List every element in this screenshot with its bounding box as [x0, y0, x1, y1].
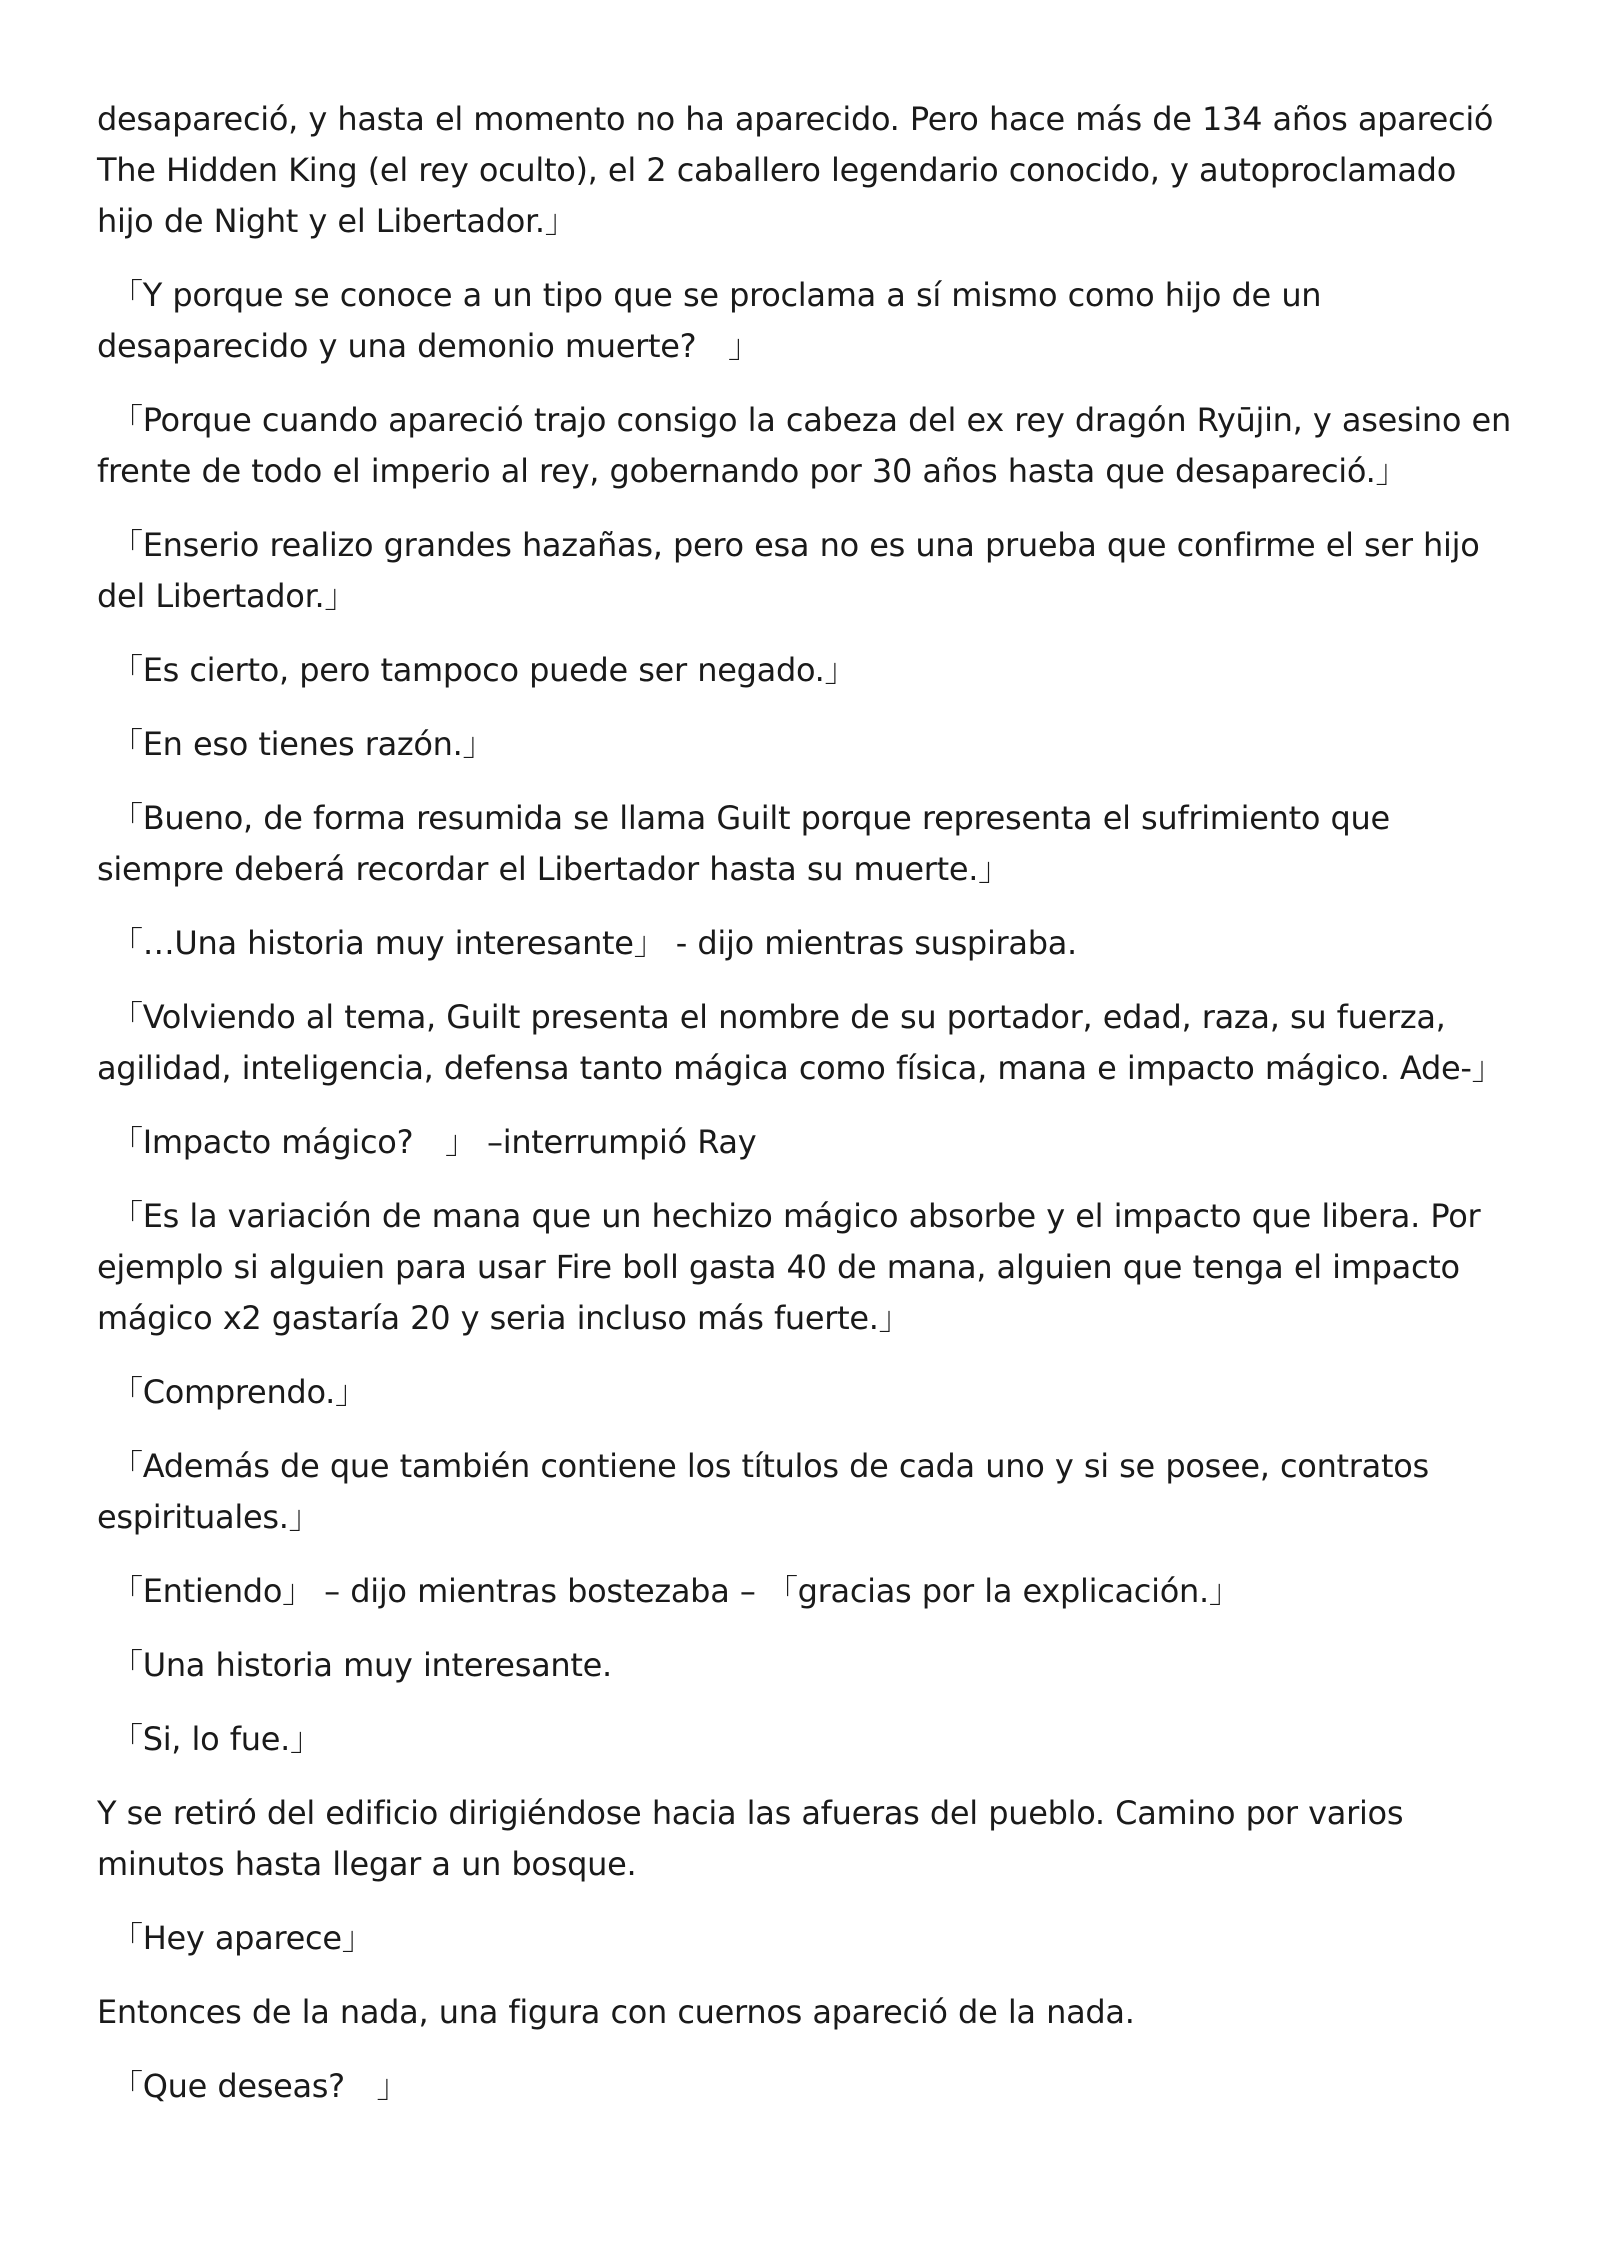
dialogue-line: 「Hey aparece」: [111, 1919, 374, 1957]
dialogue-line: 「Impacto mágico? 」 –interrumpió Ray: [111, 1123, 757, 1161]
dialogue-line: 「Porque cuando apareció trajo consigo la cabeza del ex rey dragón Ryūjin, y asesino en frente de todo el imperio al rey, gobernando por 30 años hasta que desapareció.」: [97, 401, 1511, 490]
dialogue-line: 「…Una historia muy interesante」 - dijo mientras suspiraba.: [111, 924, 1077, 962]
dialogue-line: 「Comprendo.」: [111, 1373, 367, 1411]
document-body: [97, 94, 1512, 2135]
dialogue-line: 「Bueno, de forma resumida se llama Guilt porque representa el sufrimiento que siempre deberá recordar el Libertador hasta su muerte.」: [97, 799, 1390, 888]
dialogue-line: 「Es cierto, pero tampoco puede ser negado.」: [111, 651, 857, 689]
dialogue-line: 「Es la variación de mana que un hechizo mágico absorbe y el impacto que libera. Por ejemplo si alguien para usar Fire boll gasta 40 de mana, alguien que tenga el impacto mágico x2 gastaría 20 y seria incluso más fuerte.」: [97, 1197, 1481, 1337]
dialogue-line: 「Una historia muy interesante.: [111, 1646, 612, 1684]
paragraph: Y se retiró del edificio dirigiéndose hacia las afueras del pueblo. Camino por varios minutos hasta llegar a un bosque.: [97, 1794, 1404, 1883]
dialogue-line: 「Si, lo fue.」: [111, 1720, 322, 1758]
dialogue-line: 「Que deseas? 」: [111, 2067, 409, 2105]
dialogue-line: 「Volviendo al tema, Guilt presenta el nombre de su portador, edad, raza, su fuerza, agilidad, inteligencia, defensa tanto mágica como física, mana e impacto mágico. Ade-」: [97, 998, 1504, 1087]
dialogue-line: 「En eso tienes razón.」: [111, 725, 495, 763]
dialogue-line: 「Y porque se conoce a un tipo que se proclama a sí mismo como hijo de un desaparecido y una demonio muerte? 」: [97, 276, 1322, 365]
paragraph: desapareció, y hasta el momento no ha aparecido. Pero hace más de 134 años apareció The Hidden King (el rey oculto), el 2 caballero legendario conocido, y autoproclamado hijo de Night y el Libertador.」: [97, 100, 1494, 240]
paragraph: Entonces de la nada, una figura con cuernos apareció de la nada.: [97, 1993, 1135, 2031]
dialogue-line: 「Entiendo」 – dijo mientras bostezaba – 「gracias por la explicación.」: [111, 1572, 1241, 1610]
dialogue-line: 「Enserio realizo grandes hazañas, pero esa no es una prueba que confirme el ser hijo del Libertador.」: [97, 526, 1480, 615]
dialogue-line: 「Además de que también contiene los títulos de cada uno y si se posee, contratos espirituales.」: [97, 1447, 1429, 1536]
